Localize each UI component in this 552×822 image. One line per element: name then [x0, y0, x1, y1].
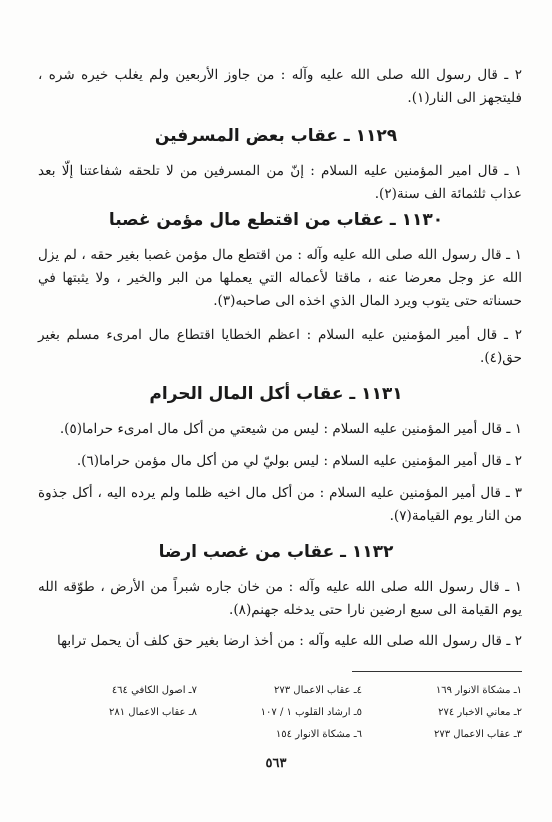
hadith-paragraph: ١ ـ قال أمير المؤمنين عليه السلام : ليس من شيعتي من أكل مال امرىء حراما(٥).	[59, 421, 522, 437]
footnote: ٦ـ مشكاة الانوار ١٥٤	[275, 729, 362, 740]
footnote: ٥ـ ارشاد القلوب ١ / ١٠٧	[260, 707, 362, 718]
hadith-paragraph: ٣ ـ قال أمير المؤمنين عليه السلام : من أكل مال اخيه ظلما ولم يرده اليه ، أكل جذوة من النار يوم القيامة(٧).	[38, 485, 522, 524]
hadith-paragraph: ١ ـ قال رسول الله صلى الله عليه وآله : من خان جاره شبراً من الأرض ، طوّقه الله يوم القيامة الى سبع ارضين نارا حتى يدخله جهنم(٨).	[38, 579, 522, 618]
footnote-divider	[352, 671, 522, 672]
footnote: ٧ـ اصول الكافي ٤٦٤	[111, 685, 197, 696]
hadith-paragraph: ٢ ـ قال أمير المؤمنين عليه السلام : ليس بوليّ لي من أكل مال مؤمن حراما(٦).	[76, 453, 522, 469]
hadith-paragraph: ١ ـ قال امير المؤمنين عليه السلام : إنّ من المسرفين من لا تلحقه شفاعتنا إلّا بعد عذاب ثلثمائة الف سنة(٢).	[38, 163, 522, 202]
section-heading-1131: ١١٣١ ـ عقاب أكل المال الحرام	[149, 384, 403, 404]
footnote: ٢ـ معاني الاخبار ٢٧٤	[438, 707, 522, 718]
hadith-paragraph: ٢ ـ قال أمير المؤمنين عليه السلام : اعظم الخطايا اقتطاع مال امرىء مسلم بغير حق(٤).	[38, 327, 522, 366]
section-heading-1130: ١١٣٠ ـ عقاب من اقتطع مال مؤمن غصبا	[108, 210, 444, 230]
page-number: ٥٦٣	[265, 756, 287, 771]
footnote: ٤ـ عقاب الاعمال ٢٧٣	[274, 685, 362, 696]
hadith-paragraph: ٢ ـ قال رسول الله صلى الله عليه وآله : من جاوز الأربعين ولم يغلب خيره شره ، فليتجهز الى النار(١).	[38, 67, 522, 106]
hadith-paragraph: ٢ ـ قال رسول الله صلى الله عليه وآله : من أخذ ارضا بغير حق كلف أن يحمل ترابها	[56, 633, 522, 649]
section-heading-1129: ١١٢٩ ـ عقاب بعض المسرفين	[154, 126, 398, 146]
section-heading-1132: ١١٣٢ ـ عقاب من غصب ارضا	[158, 542, 394, 562]
footnote: ١ـ مشكاة الانوار ١٦٩	[435, 685, 522, 696]
footnote: ٣ـ عقاب الاعمال ٢٧٣	[434, 729, 522, 740]
hadith-paragraph: ١ ـ قال رسول الله صلى الله عليه وآله : من اقتطع مال مؤمن غصبا بغير حقه ، لم يزل الله عز وجل معرضا عنه ، ماقتا لأعماله التي يعملها من البر والخير ، ولا يثبتها في حسناته حتى يتوب ويرد المال الذي اخذه الى صاحبه(٣).	[38, 247, 522, 309]
footnote: ٨ـ عقاب الاعمال ٢٨١	[109, 707, 197, 718]
